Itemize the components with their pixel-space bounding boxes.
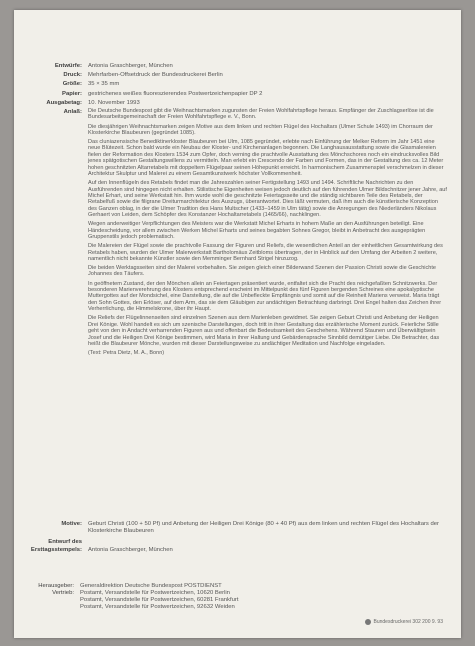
druck-value: Mehrfarben-Offsetdruck der Bundesdruckerei Berlin (88, 72, 223, 79)
entwuerfe-row (14, 62, 461, 71)
ausgabetag-value: 10. November 1993 (88, 99, 140, 106)
herausgeber-row (14, 583, 461, 590)
paragraph: Das cluniazensische Benediktinerkloster Blaubeuren bei Ulm, 1085 gegründet, erlebte nach Einführung der Melker Reform im Jahr 1451 eine neue Blütezeit. Schon bald wurde ein Neubau der Kloster- und Kirchenanlagen begonnen. Die Langhausausstattung sowie die Glasmalereien fielen der Reformation des Klosters 1534 zum Opfer, doch verning die prachtvolle Ausstattung des Mönchschores noch ein eindrucksvolles Bild jenes spätgotischen Gestaltungswillens zu vermitteln. Man erlebt ein Crescendo der Farben und Formen, das in der Gestaltung des ca. 12 Meter hohen geschnitzten Altarretabels mit doppeltem Flügelpaar seinen Höhepunkt erreicht. In harmonischem Zusammenspiel verschmelzen in dieser Architektur Skulptur und Malerei zu einem Gesamtkunstwerk höchster Vollkommenheit. (88, 139, 444, 178)
motive-value: Geburt Christi (100 + 50 Pf) und Anbetung der Heiligen Drei Könige (80 + 40 Pf) aus dem linken und rechten Flügel des Hochaltars der Klosterkirche Blaubeuren (88, 521, 440, 535)
ausgabetag-label: Ausgabetag: (46, 99, 82, 106)
stempel-row (14, 539, 461, 553)
paragraph: In geöffnetem Zustand, der den Mönchen allein an Feiertagen präsentiert wurde, entfaltet sich die Pracht des reichgefaßten Schnitzwerks. Der besonderen Marienverehrung des Klosters entsprechend erscheint im Mittelpunkt des fünf Figuren bergenden Schreines eine apokalyptische Muttergottes auf der Mondsichel, eine Darstellung, die auf die Unbefleckte Empfängnis und somit auf die Reinheit Mariens verweist. Maria trägt den Sohn Gottes, den Erlöser, auf dem Arm, das sie dem Gläubigen zur andächtigen Betrachtung darbringt. Drei Engel halten das Zeichen ihrer Verherrlichung, die Himmelskrone, über ihr Haupt. (88, 280, 442, 313)
vertrieb-row (14, 590, 461, 597)
anlass-label: Anlaß: (63, 109, 82, 116)
bundesdruckerei-logo-icon (365, 619, 371, 625)
groesse-value: 35 × 35 mm (88, 81, 120, 88)
vertrieb-row (14, 597, 461, 604)
papier-label: Papier: (62, 90, 82, 97)
druck-row (14, 71, 461, 80)
paragraph: Wegen anderweitiger Verpflichtungen des Meisters war die Werkstatt Michel Erharts in hohem Maße an den Ausführungen beteiligt. Eine Händescheidung, vor allem zwischen Werken Michel Erharts und seines begabten Sohnes Gregor, bleibt in Anbetracht des ausgeprägten Gruppenstils jedoch problematisch. (88, 221, 426, 241)
entwuerfe-label: Entwürfe: (54, 63, 82, 69)
stempel-value: Antonia Graschberger, München (88, 546, 173, 553)
entwuerfe-value: Antonia Graschberger, München (88, 63, 173, 69)
papier-row (14, 90, 461, 99)
paragraph: Die beiden Werktagsseiten sind der Malerei vorbehalten. Sie zeigen gleich einer Bilderwand Szenen der Passion Christi sowie die Geschichte Johannes des Täufers. (88, 265, 436, 278)
papier-value: gestrichenes weißes fluoreszierendes Postwertzeichenpapier DP 2 (88, 90, 263, 97)
vertrieb-row (14, 604, 461, 611)
paragraph: Die Reliefs der Flügelinnenseiten sind einzelnen Szenen aus dem Marienleben gewidmet. Sie zeigen Geburt Christi und Anbetung der Heiligen Drei Könige. Wohl handelt es sich um szenische Darstellungen, doch tritt in ihrer Gestaltung das erzählerische Moment zurück. Feierliche Stille geht von den in Andacht verharrenden Figuren aus und offenbart die Bedeutsamkeit des Geschehens. Während Staunen und Überwältigtsein Josef und die Heiligen Drei Könige bestimmen, wird Maria in ihrer Haltung und Gebärdensprache Sinnbild demütiger Liebe. Die Betrachter, das heißt die Blaubeurer Mönche, wurden mit dieser Darstellungsweise zu andächtiger Meditation und Nachfolge eingeladen. (88, 315, 440, 347)
info-sheet (14, 10, 461, 638)
vertrieb-line: Postamt, Versandstelle für Postwertzeichen, 60281 Frankfurt (80, 596, 239, 603)
text-credit: (Text: Petra Dietz, M. A., Bonn) (88, 350, 165, 356)
herausgeber-label: Herausgeber: (38, 583, 74, 589)
footer (14, 583, 461, 611)
motive-label: Motive: (61, 521, 82, 527)
vertrieb-line: Postamt, Versandstelle für Postwertzeichen, 10620 Berlin (80, 589, 230, 596)
paragraph: Auf den Innenflügeln des Retabels findet man die Jahreszahlen seiner Fertigstellung 1493 und 1494. Schriftliche Nachrichten zu den Ausführenden sind hingegen nicht erhalten. Stilistische Eigenheiten weisen jedoch deutlich auf den führenden Ulmer Bildschnitzer jener Jahre, auf Michel Erhart, und seine Werkstatt hin. Ihm wurde wohl die geschnitzte Feiertagsseite und die ständig sichtbaren Teile des Retabels, der Retabelfuß sowie die filigrane Dreiturmarchitektur des Auszugs, überantwortet. Dies läßt vermuten, daß ihm auch die künstlerische Konzeption des Ganzen oblag, in der die Ulmer Tradition des Hans Multscher (1433–1459 in Ulm tätig) sowie die Anregungen des Niederländers Nikolaus Gerhaert von Leiden, dem Schöpfer des Konstanzer Hochaltarretabels (1465/66), nachklingen. (88, 180, 447, 219)
stempel-label-line1: Entwurf des (48, 539, 82, 546)
printer-imprint (365, 619, 444, 625)
paragraph: Die Deutsche Bundespost gibt die Weihnachtsmarken zugunsten der Freien Wohlfahrtspflege heraus. Empfänger der Zuschlagserlöse ist die Bundesarbeitsgemeinschaft der Freien Wohlfahrtspflege e. V., Bonn. (88, 108, 434, 121)
herausgeber-value: Generaldirektion Deutsche Bundespost POSTDIENST (80, 583, 222, 589)
druck-label: Druck: (63, 72, 82, 79)
paragraph: Die Malereien der Flügel sowie die prachtvolle Fassung der Figuren und Reliefs, die wesentlichen Anteil an der einheitlichen Gesamtwirkung des Retabels haben, wurden der Ulmer Malerwerkstatt Bartholomäus Zeitbloms übertragen, der in Hinblick auf den Umfang der Arbeiten 2 weitere, namentlich nicht bekannte Künstler sowie den Memminger Bernhard Strigel hinzuzog. (88, 243, 443, 262)
body-text (88, 108, 448, 356)
groesse-label: Größe: (62, 81, 82, 88)
motive-row (14, 521, 461, 535)
imprint-text: Bundesdruckerei 302 200 9. 93 (373, 619, 443, 625)
motive-section (14, 521, 461, 554)
stempel-label-line2: Ersttagsstempels: (30, 546, 82, 553)
paragraph: Die diesjährigen Weihnachtsmarken zeigen Motive aus dem linken und rechten Flügel des Hochaltars (Ulmer Schule 1493) im Chorraum der Klosterkirche Blaubeuren (gegründet 1085). (88, 123, 433, 136)
vertrieb-line: Postamt, Versandstelle für Postwertzeichen, 92632 Weiden (80, 603, 235, 610)
groesse-row (14, 80, 461, 89)
ausgabetag-row (14, 99, 461, 108)
vertrieb-label: Vertrieb: (52, 589, 74, 596)
